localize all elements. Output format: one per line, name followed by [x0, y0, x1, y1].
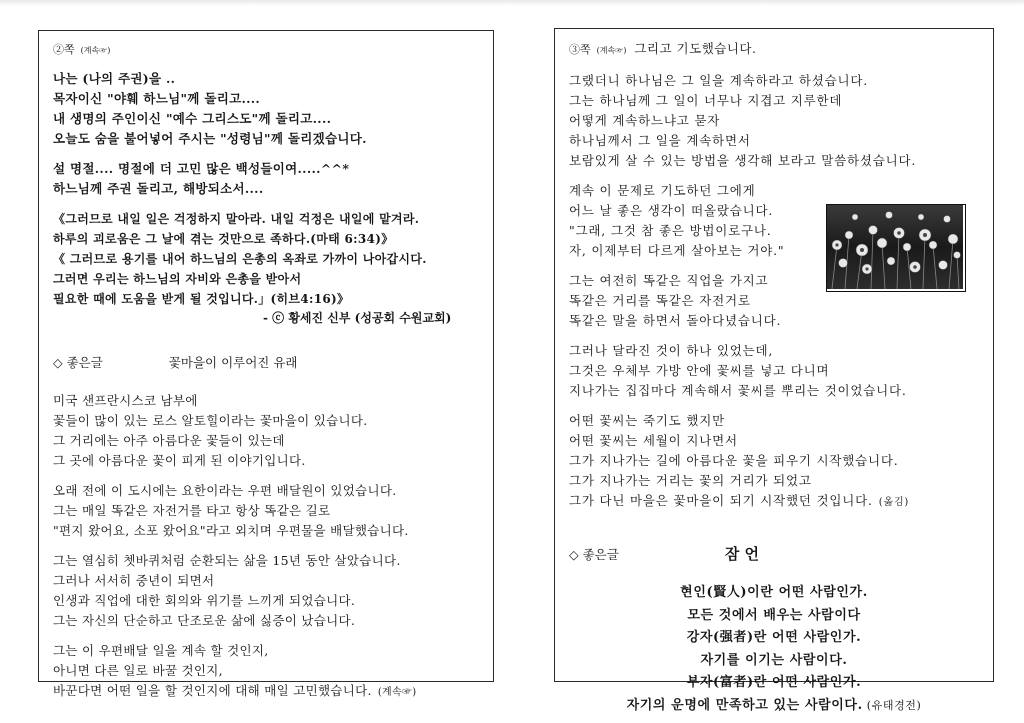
proverb-line: 강자(强者)란 어떤 사람인가. — [686, 630, 862, 645]
text-line: 오늘도 숨을 불어넣어 주시는 "성령님"께 돌리겠습니다. — [53, 131, 367, 146]
text-line: 그러나 달라진 것이 하나 있었는데, — [569, 343, 774, 358]
left-page-label — [53, 41, 479, 57]
text-line: 그리고 기도했습니다. — [634, 41, 757, 56]
story-body — [53, 391, 479, 703]
text-line: 미국 샌프란시스코 남부에 — [53, 393, 198, 408]
text-line: 오래 전에 이 도시에는 요한이라는 우편 배달원이 있었습니다. — [53, 483, 397, 498]
text-line — [569, 491, 979, 513]
scripture-quote — [53, 209, 479, 309]
text-line: 똑같은 거리를 똑같은 자전거로 — [569, 293, 751, 308]
text-line: 그는 매일 똑같은 자전거를 타고 항상 똑같은 길로 — [53, 503, 331, 518]
story-credit: (옮김) — [878, 497, 910, 508]
text-line: 그가 지나가는 길에 아름다운 꽃을 피우기 시작했습니다. — [569, 453, 899, 468]
proverb-line: 부자(富者)란 어떤 사람인가. — [686, 675, 862, 690]
text-line: 하느님께 주권 돌리고, 해방되소서.... — [53, 181, 264, 196]
story-paragraph — [53, 551, 479, 631]
greeting-paragraph — [53, 159, 479, 199]
text-line: "편지 왔어요, 소포 왔어요"라고 외치며 우편물을 배달했습니다. — [53, 523, 409, 538]
scan-edge — [0, 0, 1024, 6]
section-heading — [569, 543, 979, 564]
text-line: 어떤 꽃씨는 죽기도 했지만 — [569, 413, 725, 428]
text-line-content: 바꾼다면 어떤 일을 할 것인지에 대해 매일 고민했습니다. — [53, 683, 372, 698]
text-line: 나는 (나의 주권)을 .. — [53, 71, 176, 86]
text-line: "그래, 그것 참 좋은 방법이로구나. — [569, 223, 772, 238]
story-paragraph — [569, 411, 979, 513]
text-line: 아니면 다른 일로 바꿀 것인지, — [53, 663, 223, 678]
proverb-source: (유태경전) — [866, 698, 922, 712]
text-line: 꽃들이 많이 있는 로스 알토힐이라는 꽃마을이 있습니다. — [53, 413, 368, 428]
text-line: 내 생명의 주인이신 "예수 그리스도"께 돌리고.... — [53, 111, 332, 126]
text-line: 목자이신 "야훼 하느님"께 돌리고.... — [53, 91, 261, 106]
text-line: 그러면 우리는 하느님의 자비와 은총을 받아서 — [53, 272, 302, 286]
text-line: 설 명절.... 명절에 더 고민 많은 백성들이여.....^^* — [53, 161, 350, 176]
flower-field-photo — [826, 204, 966, 292]
text-line-content: 그가 다닌 마을은 꽃마을이 되기 시작했던 것입니다. — [569, 493, 873, 508]
proverb-block — [569, 582, 979, 717]
continued-note: (계속☞) — [596, 46, 627, 55]
proverb-text: 자기의 운명에 만족하고 있는 사람이다. — [626, 697, 863, 713]
story-paragraph — [53, 641, 479, 703]
text-line: 그러나 서서히 중년이 되면서 — [53, 573, 215, 588]
text-line: 자, 이제부터 다르게 살아보는 거야." — [569, 243, 785, 258]
section-heading — [53, 353, 479, 371]
section-title: 잠 언 — [724, 545, 760, 563]
text-line: 하나님께서 그 일을 계속하면서 — [569, 133, 751, 148]
text-line: 그랬더니 하나님은 그 일을 계속하라고 하셨습니다. — [569, 73, 869, 88]
signature: - ⓒ 황세진 신부 (성공회 수원교회) — [263, 311, 452, 325]
page-number: ③쪽 — [569, 43, 591, 56]
proverb-line: 자기를 이기는 사람이다. — [700, 652, 848, 668]
text-line: 계속 이 문제로 기도하던 그에게 — [569, 183, 756, 198]
section-bullet: ◇ 좋은글 — [569, 546, 619, 562]
proverb-line: 모든 것에서 배우는 사람이다 — [687, 607, 861, 623]
text-line: 그 곳에 아름다운 꽃이 피게 된 이야기입니다. — [53, 453, 306, 468]
text-line: 하루의 괴로움은 그 날에 겪는 것만으로 족하다.(마태 6:34)》 — [53, 232, 394, 246]
right-page-label — [569, 39, 979, 59]
left-page — [38, 30, 494, 698]
text-line: 어떤 꽃씨는 세월이 지나면서 — [569, 433, 738, 448]
text-line: 그는 이 우편배달 일을 계속 할 것인지, — [53, 643, 269, 658]
continued-note: (계속☞) — [377, 687, 417, 698]
text-line: 필요한 때에 도움을 받게 될 것입니다.」(히브4:16)》 — [53, 292, 350, 306]
text-line: 그는 자신의 단순하고 단조로운 삶에 싫증이 났습니다. — [53, 613, 356, 628]
text-line: 그는 여전히 똑같은 직업을 가지고 — [569, 273, 769, 288]
section-title: 꽃마을이 이루어진 유래 — [168, 355, 298, 370]
text-line: 보람있게 살 수 있는 방법을 생각해 보라고 말씀하셨습니다. — [569, 153, 917, 168]
text-line: 지나가는 집집마다 계속해서 꽃씨를 뿌리는 것이었습니다. — [569, 383, 907, 398]
text-line: 그가 지나가는 거리는 꽃의 거리가 되었고 — [569, 473, 812, 488]
text-line: 그는 하나님께 그 일이 너무나 지겹고 지루한데 — [569, 93, 843, 108]
story-paragraph — [569, 341, 979, 401]
text-line — [53, 681, 479, 703]
proverb-line: 현인(賢人)이란 어떤 사람인가. — [680, 585, 868, 600]
story-paragraph — [53, 391, 479, 471]
story-paragraph — [569, 71, 979, 171]
text-line: 《 그러므로 용기를 내어 하느님의 은총의 옥좌로 가까이 나아갑시다. — [53, 252, 427, 266]
page-number: ②쪽 — [53, 43, 75, 56]
intro-paragraph — [53, 69, 479, 149]
right-page — [554, 28, 994, 713]
section-bullet: ◇ 좋은글 — [53, 355, 103, 370]
text-line: 그 거리에는 아주 아름다운 꽃들이 있는데 — [53, 433, 285, 448]
text-line: 어떻게 계속하느냐고 묻자 — [569, 113, 721, 128]
text-line: 인생과 직업에 대한 회의와 위기를 느끼게 되었습니다. — [53, 593, 356, 608]
proverb-line — [569, 695, 979, 718]
continued-note: (계속☞) — [80, 46, 111, 55]
story-paragraph — [53, 481, 479, 541]
text-line: 어느 날 좋은 생각이 떠올랐습니다. — [569, 203, 774, 218]
text-line: 똑같은 말을 하면서 돌아다녔습니다. — [569, 313, 782, 328]
text-line: 그것은 우체부 가방 안에 꽃씨를 넣고 다니며 — [569, 363, 830, 378]
text-line: 그는 열심히 쳇바퀴처럼 순환되는 삶을 15년 동안 살았습니다. — [53, 553, 401, 568]
text-line: 《그러므로 내일 일은 걱정하지 말아라. 내일 걱정은 내일에 맡겨라. — [53, 212, 420, 226]
